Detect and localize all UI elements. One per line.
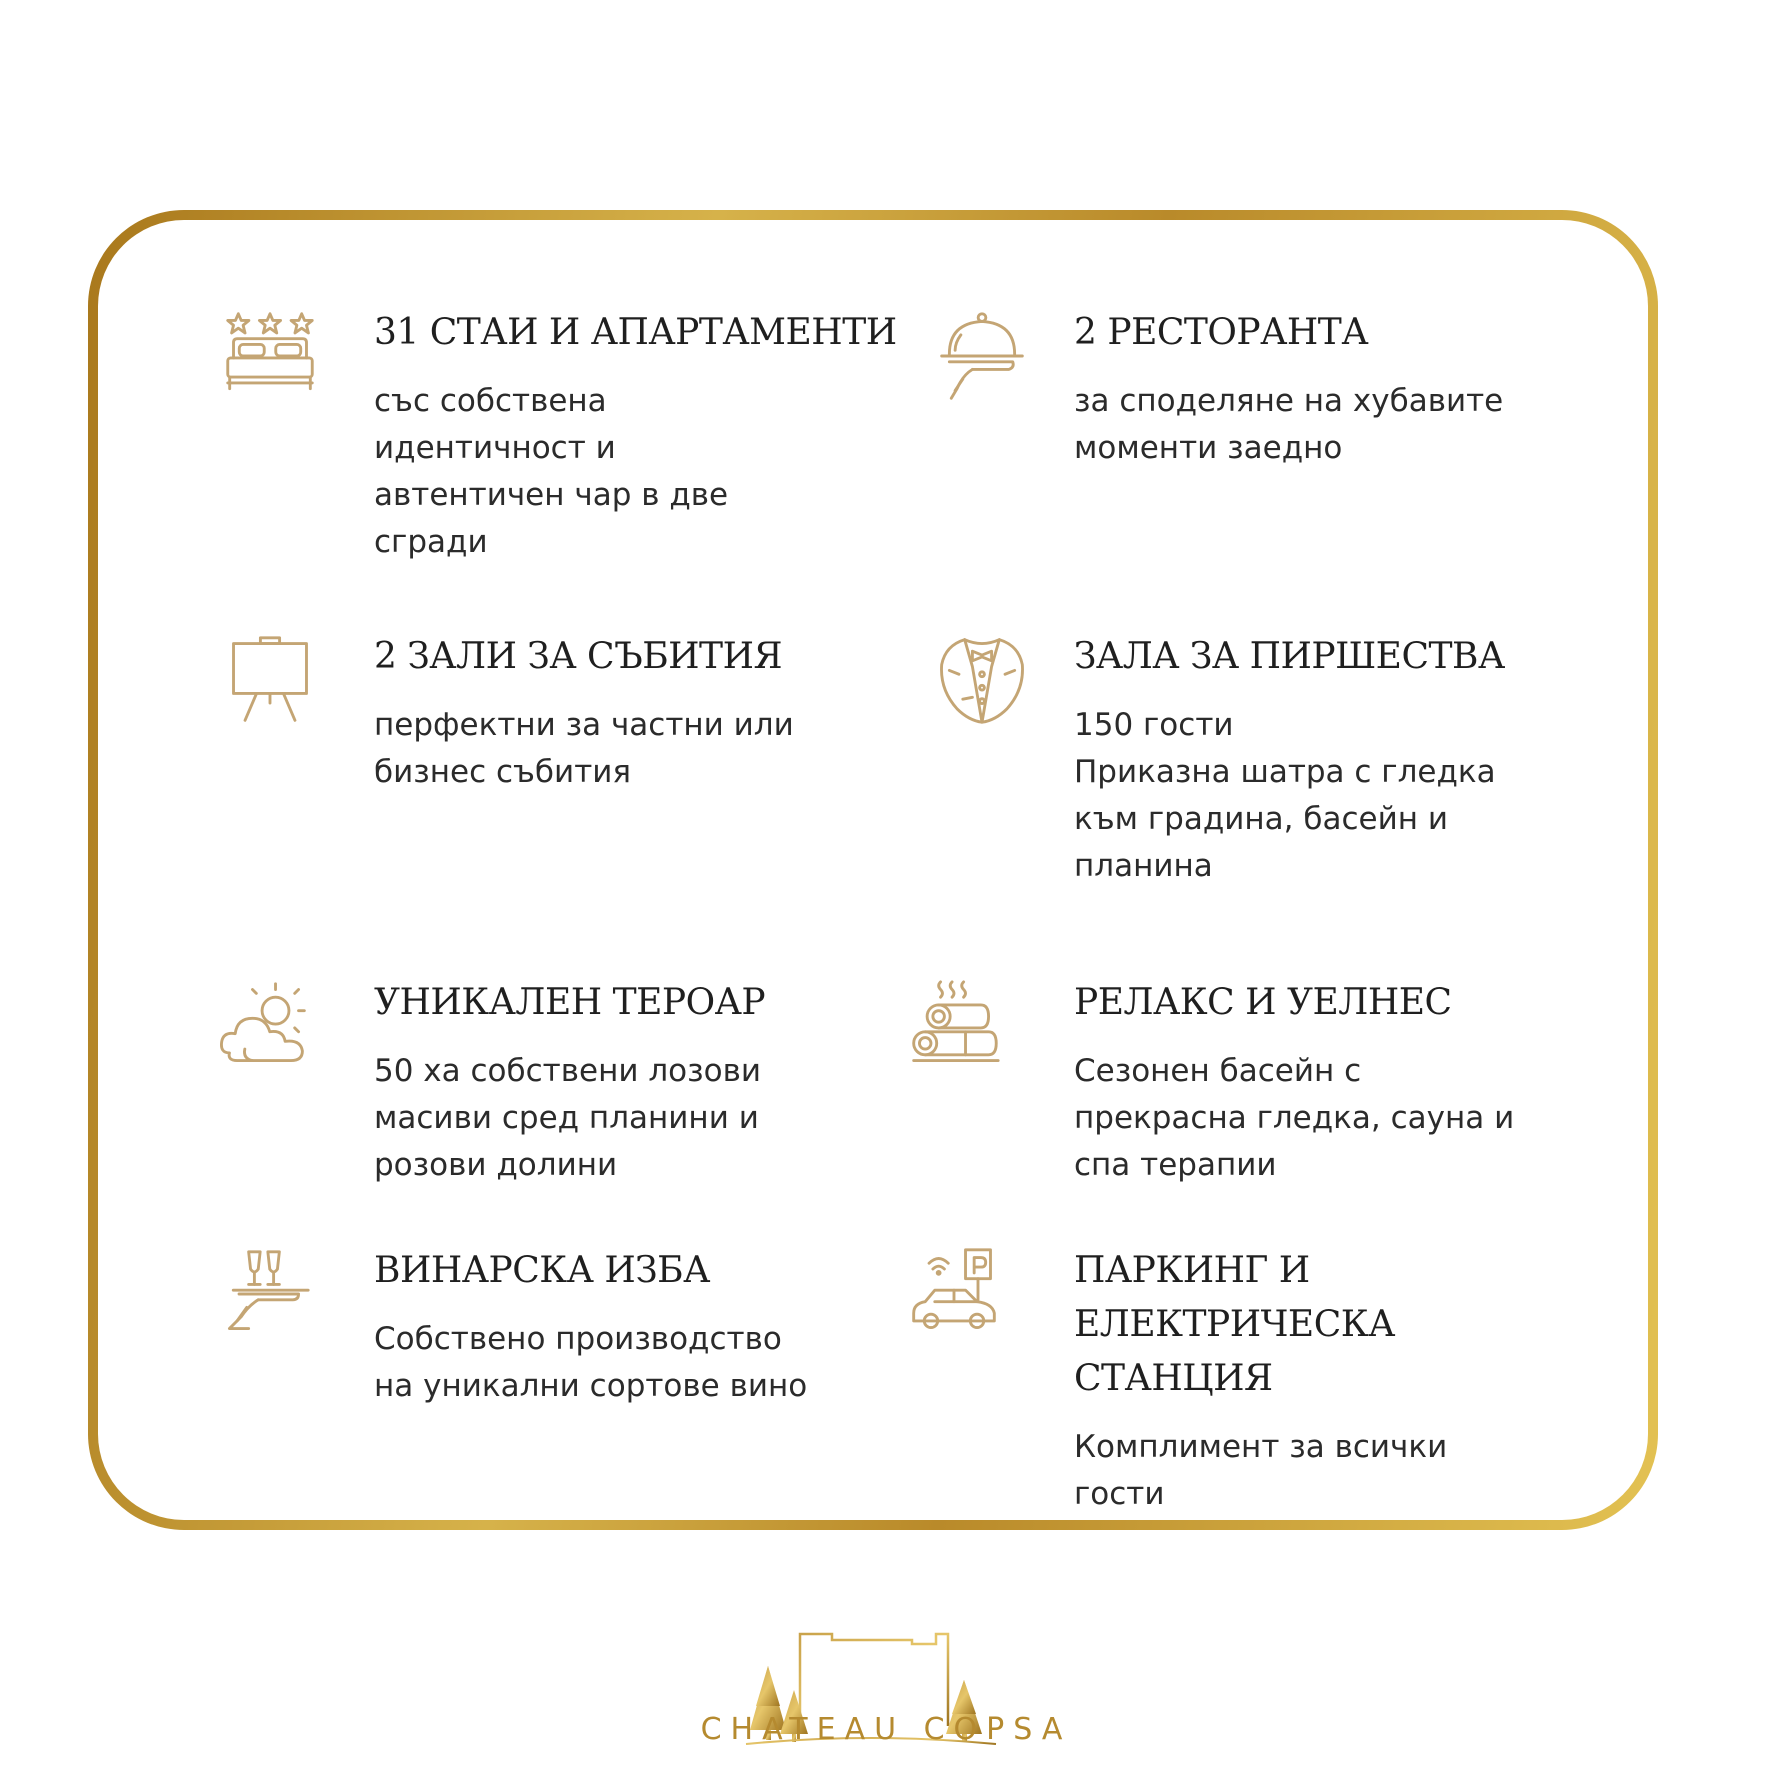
wine-glasses-tray-icon	[216, 1244, 312, 1344]
features-card	[88, 210, 1658, 1530]
parking-ev-car-icon	[906, 1244, 1002, 1344]
spa-towels-icon	[906, 976, 1002, 1076]
weather-sun-cloud-icon	[216, 976, 312, 1076]
brand-name: CHATEAU COPSA	[700, 1712, 1072, 1747]
feature-description: за споделяне на хубавите моменти заедно	[1074, 383, 1504, 466]
feature-title: УНИКАЛЕН ТЕРОАР	[374, 982, 766, 1023]
feature-title: ЗАЛА ЗА ПИРШЕСТВА	[1074, 636, 1505, 677]
feature-title: ПАРКИНГ И ЕЛЕКТРИЧЕСКА СТАНЦИЯ	[1074, 1250, 1395, 1399]
tuxedo-icon	[934, 630, 1030, 730]
feature-description: със собствена идентичност и автентичен чар в две сгради	[374, 383, 729, 560]
feature-title: ВИНАРСКА ИЗБА	[374, 1250, 710, 1291]
feature-title: 2 РЕСТОРАНТА	[1074, 312, 1369, 353]
feature-description: 150 гости Приказна шатра с гледка към градина, басейн и планина	[1074, 707, 1496, 884]
restaurant-cloche-icon	[934, 306, 1030, 406]
hotel-bed-stars-icon	[222, 306, 318, 406]
feature-title: 31 СТАИ И АПАРТАМЕНТИ	[374, 312, 897, 353]
feature-title: 2 ЗАЛИ ЗА СЪБИТИЯ	[374, 636, 783, 677]
feature-description: 50 ха собствени лозови масиви сред планини и розови долини	[374, 1053, 761, 1183]
feature-description: Комплимент за всички гости	[1074, 1429, 1448, 1512]
feature-description: Сезонен басейн с прекрасна гледка, сауна и спа терапии	[1074, 1053, 1515, 1183]
feature-description: перфектни за частни или бизнес събития	[374, 707, 794, 790]
features-card-inner	[98, 220, 1648, 1520]
feature-title: РЕЛАКС И УЕЛНЕС	[1074, 982, 1452, 1023]
presentation-easel-icon	[222, 630, 318, 730]
feature-description: Собствено производство на уникални сортове вино	[374, 1321, 808, 1404]
